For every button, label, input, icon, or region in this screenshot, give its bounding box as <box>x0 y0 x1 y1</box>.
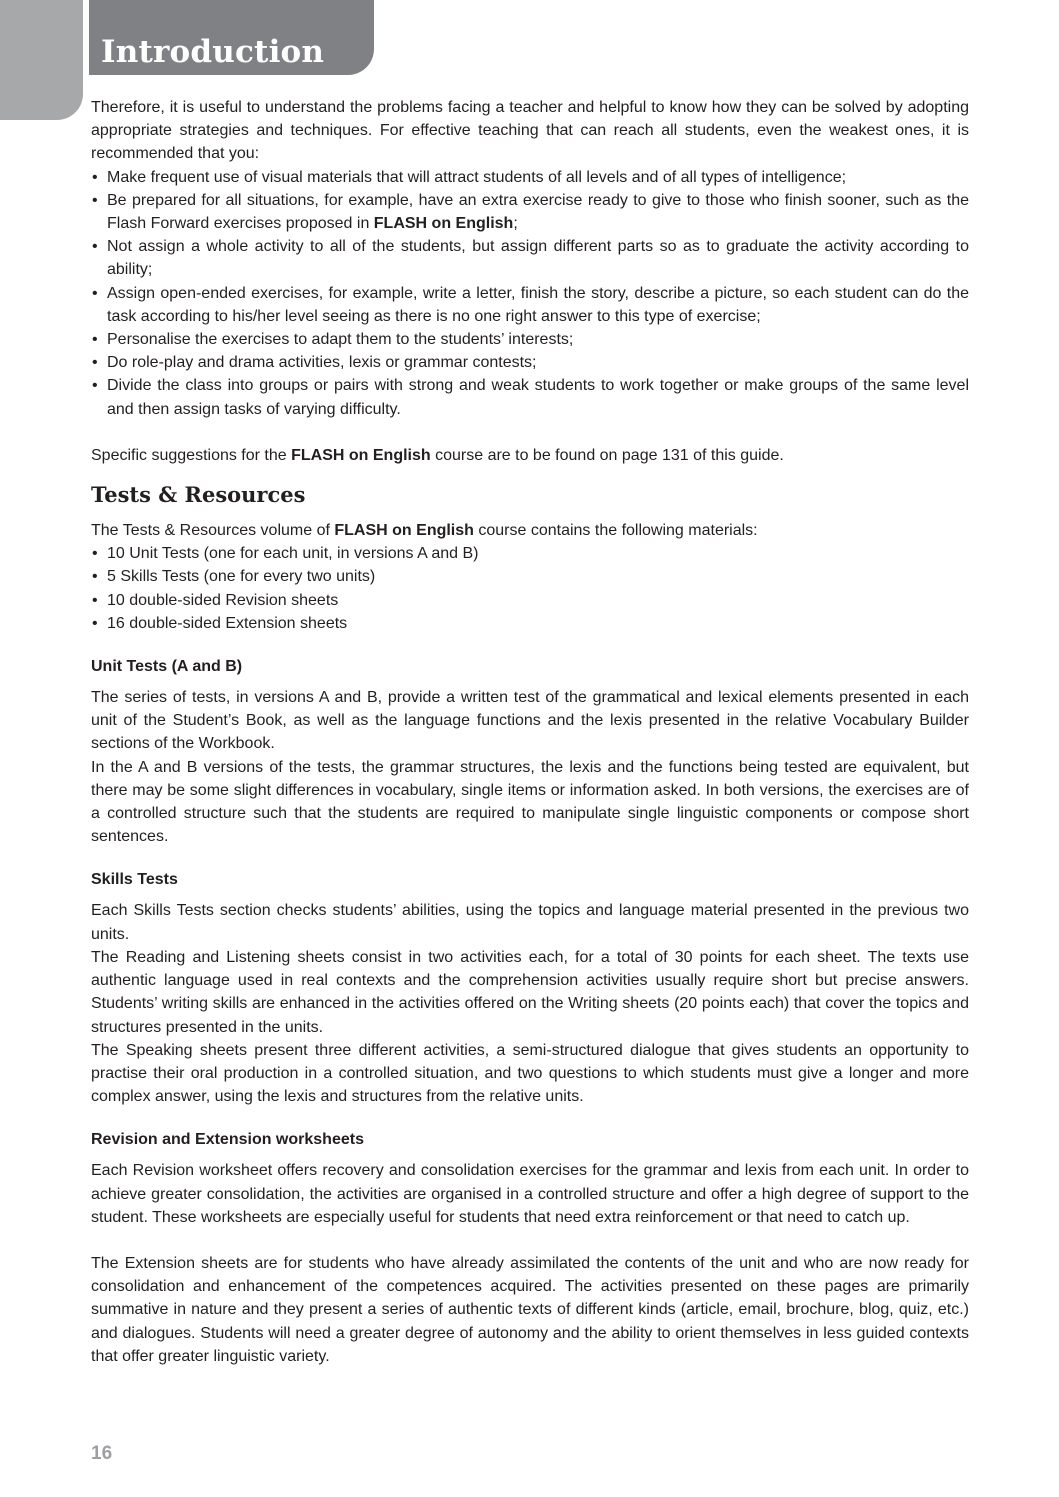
side-tab-decoration <box>0 0 83 120</box>
list-item: • Assign open-ended exercises, for example, write a letter, finish the story, describe a picture, so each student can do the task according to his/her level seeing as there is no one right answer to this type of exercise; <box>91 282 969 328</box>
materials-list <box>91 542 969 635</box>
skills-tests-paragraph: The Reading and Listening sheets consist in two activities each, for a total of 30 points for each sheet. The texts use authentic language used in real contexts and the comprehension activities usually require short but precise answers. Students’ writing skills are enhanced in the activities offered on the Writing sheets (20 points each) that cover the topics and structures presented in the units. <box>91 948 969 1036</box>
list-item: • 16 double-sided Extension sheets <box>91 612 969 635</box>
subheading-revision-extension: Revision and Extension worksheets <box>91 1131 364 1149</box>
list-item: • Make frequent use of visual materials that will attract students of all levels and of all types of intelligence; <box>91 166 969 189</box>
intro-text: course contains the following materials: <box>473 522 758 540</box>
strategy-list <box>91 166 969 421</box>
section-title-tab <box>89 0 374 75</box>
suggestion-paragraph <box>91 444 969 467</box>
course-name: FLASH on English <box>291 446 431 464</box>
list-item-text: Be prepared for all situations, for example, have an extra exercise ready to give to those who finish sooner, such as the Flash Forward exercises proposed in <box>107 191 969 233</box>
list-item: • 5 Skills Tests (one for every two units) <box>91 565 969 588</box>
suggestion-text: Specific suggestions for the <box>91 446 292 464</box>
course-name: FLASH on English <box>334 522 474 540</box>
intro-text: The Tests & Resources volume of <box>91 522 335 540</box>
list-item: • Divide the class into groups or pairs with strong and weak students to work together or make groups of the same level and then assign tasks of varying difficulty. <box>91 374 969 420</box>
subheading-unit-tests: Unit Tests (A and B) <box>91 658 243 676</box>
list-item: • Not assign a whole activity to all of the students, but assign different parts so as to graduate the activity according to ability; <box>91 235 969 281</box>
list-item: • 10 double-sided Revision sheets <box>91 589 969 612</box>
section-heading-tests-resources: Tests & Resources <box>91 482 306 508</box>
tests-resources-intro <box>91 519 969 542</box>
main-content <box>91 96 969 1368</box>
list-item-text: ; <box>513 215 518 233</box>
extension-paragraph: The Extension sheets are for students who have already assimilated the contents of the unit and who are now ready for consolidation and enhancement of the competences acquired. The activities presented on these pages are primarily summative in nature and they present a series of authentic texts of different kinds (article, email, brochure, blog, quiz, etc.) and dialogues. Students will need a greater degree of autonomy and the ability to orient themselves in less guided contexts that offer greater linguistic variety. <box>91 1254 969 1365</box>
skills-tests-paragraph: Each Skills Tests section checks students’ abilities, using the topics and language material presented in the previous two units. <box>91 902 969 943</box>
suggestion-text: course are to be found on page 131 of this guide. <box>430 446 784 464</box>
subheading-skills-tests: Skills Tests <box>91 871 178 889</box>
list-item <box>91 189 969 235</box>
page-number: 16 <box>91 1443 113 1464</box>
skills-tests-paragraph: The Speaking sheets present three different activities, a semi-structured dialogue that gives students an opportunity to practise their oral production in a controlled situation, and two questions to which students must give a longer and more complex answer, using the lexis and structures from the relative units. <box>91 1041 969 1106</box>
intro-paragraph: Therefore, it is useful to understand the problems facing a teacher and helpful to know how they can be solved by adopting appropriate strategies and techniques. For effective teaching that can reach all students, even the weakest ones, it is recommended that you: <box>91 99 969 163</box>
list-item: • 10 Unit Tests (one for each unit, in versions A and B) <box>91 542 969 565</box>
list-item: • Personalise the exercises to adapt them to the students’ interests; <box>91 328 969 351</box>
page-title: Introduction <box>101 34 325 70</box>
course-name: FLASH on English <box>373 215 514 233</box>
unit-tests-paragraph: In the A and B versions of the tests, the grammar structures, the lexis and the functions being tested are equivalent, but there may be some slight differences in vocabulary, single items or information asked. In both versions, the exercises are of a controlled structure such that the students are required to manipulate single linguistic components or compose short sentences. <box>91 758 969 846</box>
revision-paragraph: Each Revision worksheet offers recovery and consolidation exercises for the grammar and lexis from each unit. In order to achieve greater consolidation, the activities are organised in a controlled structure and offer a high degree of support to the student. These worksheets are especially useful for students that need extra reinforcement or that need to catch up. <box>91 1162 969 1226</box>
list-item: • Do role-play and drama activities, lexis or grammar contests; <box>91 351 969 374</box>
unit-tests-paragraph: The series of tests, in versions A and B, provide a written test of the grammatical and lexical elements presented in each unit of the Student’s Book, as well as the language functions and the lexis presented in the relative Vocabulary Builder sections of the Workbook. <box>91 689 969 753</box>
